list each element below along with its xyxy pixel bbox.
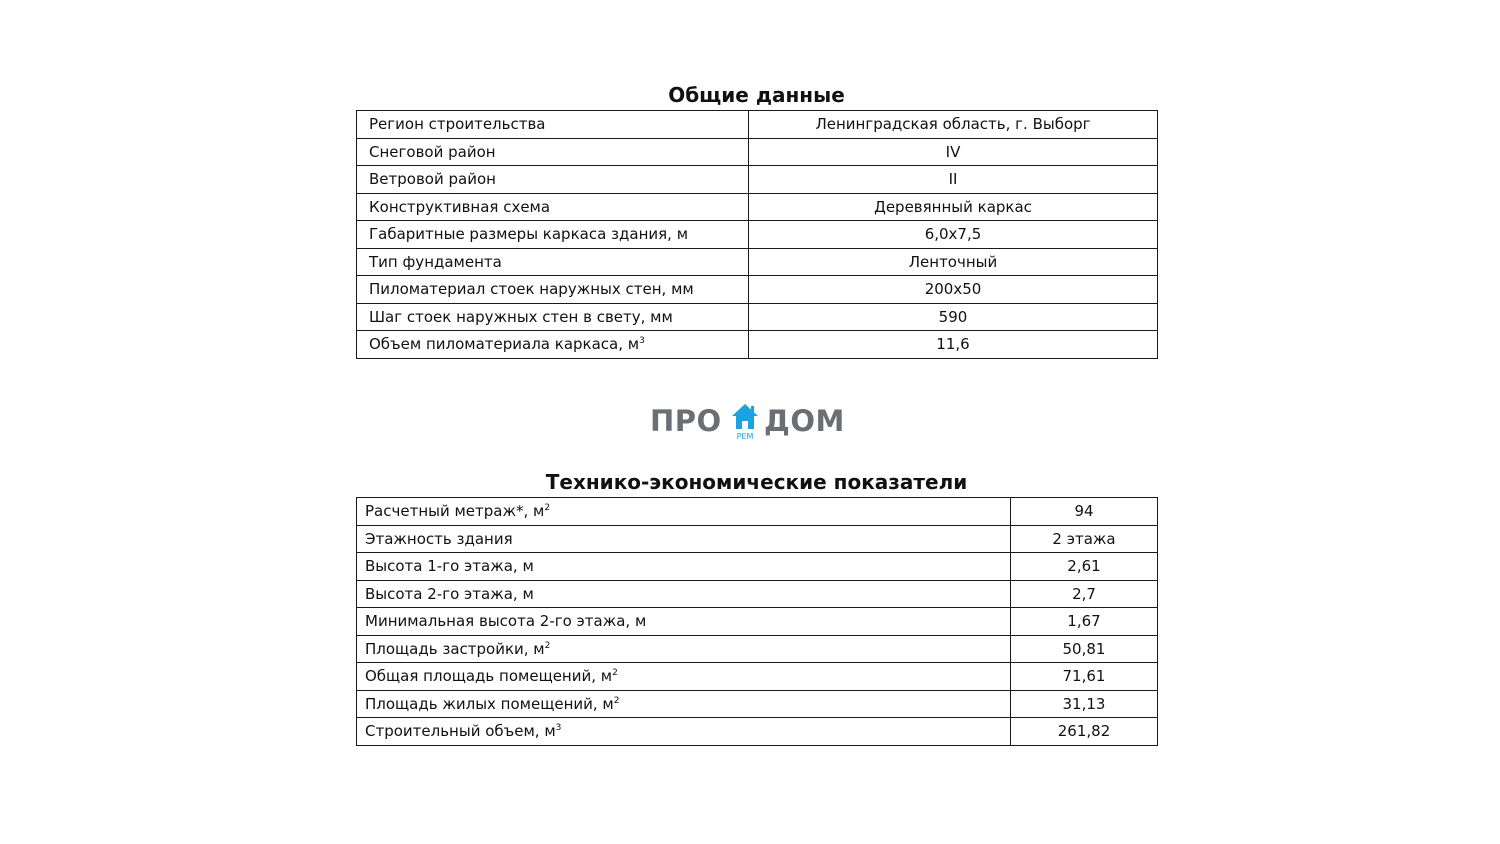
label-text: Этажность здания: [365, 529, 513, 548]
table-row: [357, 248, 1158, 276]
tech-row-label: [357, 635, 1011, 663]
table-row: [357, 303, 1158, 331]
general-row-value: 11,6: [749, 331, 1158, 359]
general-row-value: 590: [749, 303, 1158, 331]
tech-row-value: 1,67: [1011, 608, 1158, 636]
tech-row-label: [357, 525, 1011, 553]
label-text: Объем пиломатериала каркаса, м: [369, 335, 640, 354]
table-row: [357, 553, 1158, 581]
tech-indicators-title: Технико-экономические показатели: [545, 470, 968, 494]
tech-row-value: 31,13: [1011, 690, 1158, 718]
label-text: Площадь застройки, м: [365, 639, 545, 658]
label-text: Снеговой район: [369, 142, 496, 161]
label-text: Регион строительства: [369, 115, 546, 134]
label-text: Высота 2-го этажа, м: [365, 584, 534, 603]
general-row-label: [357, 331, 749, 359]
general-row-value: Ленточный: [749, 248, 1158, 276]
general-row-label: [357, 303, 749, 331]
tech-row-label: [357, 498, 1011, 526]
label-text: Пиломатериал стоек наружных стен, мм: [369, 280, 694, 299]
label-text: Площадь жилых помещений, м: [365, 694, 614, 713]
table-row: [357, 525, 1158, 553]
tech-row-label: [357, 608, 1011, 636]
tech-row-label: [357, 690, 1011, 718]
label-text: Строительный объем, м: [365, 722, 556, 741]
table-row: [357, 718, 1158, 746]
general-row-value: IV: [749, 138, 1158, 166]
general-row-label: [357, 111, 749, 139]
general-row-label: [357, 166, 749, 194]
label-text: Минимальная высота 2-го этажа, м: [365, 612, 647, 631]
table-row: [357, 580, 1158, 608]
tech-row-label: [357, 718, 1011, 746]
general-row-value: Ленинградская область, г. Выборг: [749, 111, 1158, 139]
logo-text-dom: ДОМ: [764, 404, 845, 438]
table-row: [357, 193, 1158, 221]
unit-exponent: 2: [612, 668, 618, 679]
label-text: Высота 1-го этажа, м: [365, 557, 534, 576]
general-row-label: [357, 221, 749, 249]
label-text: Тип фундамента: [369, 252, 502, 271]
general-row-value: II: [749, 166, 1158, 194]
general-row-label: [357, 138, 749, 166]
general-row-value: Деревянный каркас: [749, 193, 1158, 221]
label-text: Конструктивная схема: [369, 197, 551, 216]
label-text: Ветровой район: [369, 170, 496, 189]
table-row: [357, 608, 1158, 636]
label-text: Габаритные размеры каркаса здания, м: [369, 225, 689, 244]
table-row: [357, 498, 1158, 526]
general-row-value: 6,0х7,5: [749, 221, 1158, 249]
tech-row-value: 2,61: [1011, 553, 1158, 581]
table-row: [357, 166, 1158, 194]
unit-exponent: 3: [639, 336, 645, 347]
table-row: [357, 138, 1158, 166]
table-row: [357, 331, 1158, 359]
general-row-label: [357, 276, 749, 304]
tech-indicators-table: [356, 497, 1158, 746]
table-row: [357, 276, 1158, 304]
general-row-value: 200х50: [749, 276, 1158, 304]
table-row: [357, 635, 1158, 663]
tech-row-label: [357, 580, 1011, 608]
tech-row-value: 94: [1011, 498, 1158, 526]
house-icon: [730, 402, 760, 432]
unit-exponent: 2: [613, 695, 620, 706]
table-row: [357, 111, 1158, 139]
general-data-title: Общие данные: [668, 83, 845, 107]
unit-exponent: 2: [544, 640, 551, 651]
unit-exponent: 2: [544, 503, 551, 514]
unit-exponent: 3: [555, 723, 562, 734]
general-data-table: [356, 110, 1158, 359]
tech-row-value: 71,61: [1011, 663, 1158, 691]
logo-text-pro: ПРО: [650, 404, 722, 438]
table-row: [357, 221, 1158, 249]
tech-row-value: 2 этажа: [1011, 525, 1158, 553]
tech-row-value: 261,82: [1011, 718, 1158, 746]
tech-row-value: 2,7: [1011, 580, 1158, 608]
prodom-logo: [650, 400, 850, 446]
table-row: [357, 690, 1158, 718]
general-row-label: [357, 193, 749, 221]
label-text: Шаг стоек наружных стен в свету, мм: [369, 307, 673, 326]
tech-row-value: 50,81: [1011, 635, 1158, 663]
logo-subtext: РЕМ: [736, 432, 754, 441]
table-row: [357, 663, 1158, 691]
tech-row-label: [357, 663, 1011, 691]
label-text: Общая площадь помещений, м: [365, 667, 613, 686]
general-row-label: [357, 248, 749, 276]
label-text: Расчетный метраж*, м: [365, 502, 545, 521]
tech-row-label: [357, 553, 1011, 581]
